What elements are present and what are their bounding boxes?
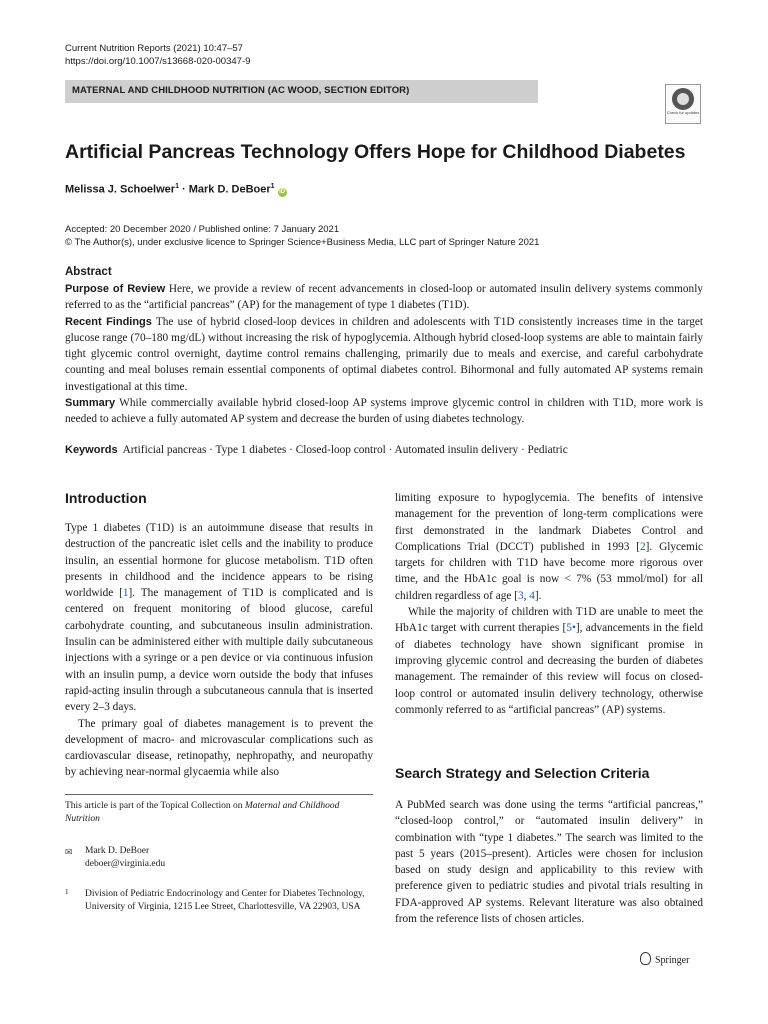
intro-paragraph [65,520,373,716]
affiliation-text: Division of Pediatric Endocrinology and Center for Diabetes Technology, University of Virginia, 1215 Lee Street, Charlottesville, VA 22903, USA [85,889,365,912]
introduction-heading: Introduction [65,490,147,506]
intro-paragraph [395,490,703,604]
mail-icon: ✉ [65,847,73,857]
citation-link[interactable]: 1 [122,587,129,600]
text-span: While the majority of children with T1D are unable to meet the HbA1c target with current therapies [ [395,606,703,635]
search-strategy-heading: Search Strategy and Selection Criteria [395,765,650,781]
journal-info [65,42,250,68]
summary-text: While commercially available hybrid closed-loop AP systems improve glycemic control in children with T1D, more work is needed to achieve a fully automated AP system and decrease the burden of using diabetes technology. [65,397,703,426]
search-paragraph: A PubMed search was done using the terms “artificial pancreas,” “closed-loop control,” or “automated insulin delivery” in combination with “type 1 diabetes.” The search was limited to the past 5 years (2015–present). Articles were chosen for inclusion based on study design and applicability to this review with preference given to pediatric studies and pivotal trials resulting in FDA-approved AP systems. Relevant literature was also obtained from the reference lists of chosen articles. [395,799,703,926]
springer-horse-icon [640,952,651,965]
publisher-name: Springer [655,955,690,966]
collection-name: Maternal and Childhood Nutrition [65,801,340,824]
purpose-label: Purpose of Review [65,283,166,295]
publication-dates: Accepted: 20 December 2020 / Published online: 7 January 2021 [65,224,340,235]
right-column [395,490,703,718]
text-span: limiting exposure to hypoglycemia. The benefits of intensive management for the prevention of long-term complications were first demonstrated in the landmark Diabetes Control and Complications Trial (DCCT) published in 1993 [ [395,492,703,553]
citation-link[interactable]: 2 [640,540,646,553]
author-name[interactable]: Melissa J. Schoelwer [65,183,176,196]
intro-paragraph: The primary goal of diabetes management is to prevent the development of macro- and microvascular complications such as cardiovascular disease, retinopathy, nephropathy, and neuropathy by achieving near-normal glycaemia while also [65,717,373,779]
abstract-findings [65,314,703,395]
text-span: ]. The management of T1D is complicated and is centered on frequent monitoring of blood glucose, careful carbohydrate counting, and subcutaneous insulin administration. Insulin can be administered either with multiple daily subcutaneous injections with a syringe or a pen device or via continuous infusion with an insulin pump, a device worn outside the body that infuses rapid-acting insulin through a subcutaneous cannula that is inserted every 2–3 days. [65,587,373,714]
abstract-summary [65,395,703,428]
affiliation-marker: 1 [270,183,275,190]
keywords-text: Artificial pancreas · Type 1 diabetes · Closed-loop control · Automated insulin delivery · Pediatric [122,444,568,456]
search-strategy-body [395,797,703,927]
contact-details [85,845,165,870]
author-list [65,183,287,197]
text-span: ]. [534,589,542,602]
summary-label: Summary [65,397,116,410]
keywords [65,442,568,458]
text-span: This article is part of the Topical Collection on [65,801,245,811]
journal-citation: Current Nutrition Reports (2021) 10:47–57 [65,43,243,54]
orcid-icon[interactable]: iD [279,188,286,195]
text-span: ], advancements in the field of diabetes technology have shown significant promise in improving glycemic control and decreasing the burden of diabetes management. The remainder of this review will focus on closed-loop control or automated insulin delivery technology, otherwise commonly referred to as “artificial pancreas” (AP) systems. [395,622,703,716]
findings-label: Recent Findings [65,315,152,328]
keywords-label: Keywords [65,444,118,456]
citation-link[interactable]: 3 [517,589,524,602]
text-span: ]. Glycemic targets for children with T1D have become more rigorous over time, and the HbA1c goal is now < 7% (53 mmol/mol) for all children regardless of age [ [395,540,703,602]
abstract-heading: Abstract [65,266,112,278]
article-title: Artificial Pancreas Technology Offers Hope for Childhood Diabetes [65,141,686,163]
section-label: MATERNAL AND CHILDHOOD NUTRITION (AC WOOD, SECTION EDITOR) [72,85,410,96]
left-column [65,520,373,781]
copyright-line: © The Author(s), under exclusive licence to Springer Science+Business Media, LLC part of Springer Nature 2021 [65,237,540,248]
findings-text: The use of hybrid closed-loop devices in children and adolescents with T1D consistently increases time in the target glucose range (70–180 mg/dL) without increasing the risk of hypoglycemia. Although hybrid closed-loop systems are able to maintain fairly tight glycemic control overnight, daytime control remains challenging, primarily due to meals and exercise, and careful carbohydrate counting and meal boluses remain essential components of optimal diabetes control. Bihormonal and fully automated AP systems remain investigational at this time. [65,315,704,393]
intro-paragraph [395,604,703,718]
contact-email[interactable]: deboer@virginia.edu [85,858,166,869]
check-for-updates-badge[interactable] [665,84,701,124]
text-span: , [523,589,530,602]
affiliation-number: 1 [65,888,69,896]
publication-info [65,223,539,249]
topical-collection-note [65,800,375,825]
check-updates-text: Check for updates [666,110,700,115]
text-span: Type 1 diabetes (T1D) is an autoimmune disease that results in destruction of the pancreatic islet cells and the inability to produce insulin, an essential hormone for glucose metabolism. T1D often presents in childhood and the incidence appears to be rising worldwide [ [65,522,373,600]
doi-link[interactable]: https://doi.org/10.1007/s13668-020-00347-9 [65,56,251,67]
author-separator: · [178,183,189,196]
footnote-divider [65,794,373,795]
abstract-body [65,281,703,428]
purpose-text: Here, we provide a review of recent advancements in closed-loop or automated insulin delivery systems commonly referred to as the “artificial pancreas” (AP) for the management of type 1 diabetes (T1D). [65,283,703,312]
check-updates-icon [672,88,694,110]
abstract-purpose [65,281,703,314]
author-name[interactable]: Mark D. DeBoer [188,183,271,196]
citation-link[interactable]: 5• [566,622,576,635]
citation-link[interactable]: 4 [529,589,535,602]
publisher-footer [640,952,689,966]
affiliation-marker: 1 [175,183,179,190]
contact-name: Mark D. DeBoer [85,846,150,856]
